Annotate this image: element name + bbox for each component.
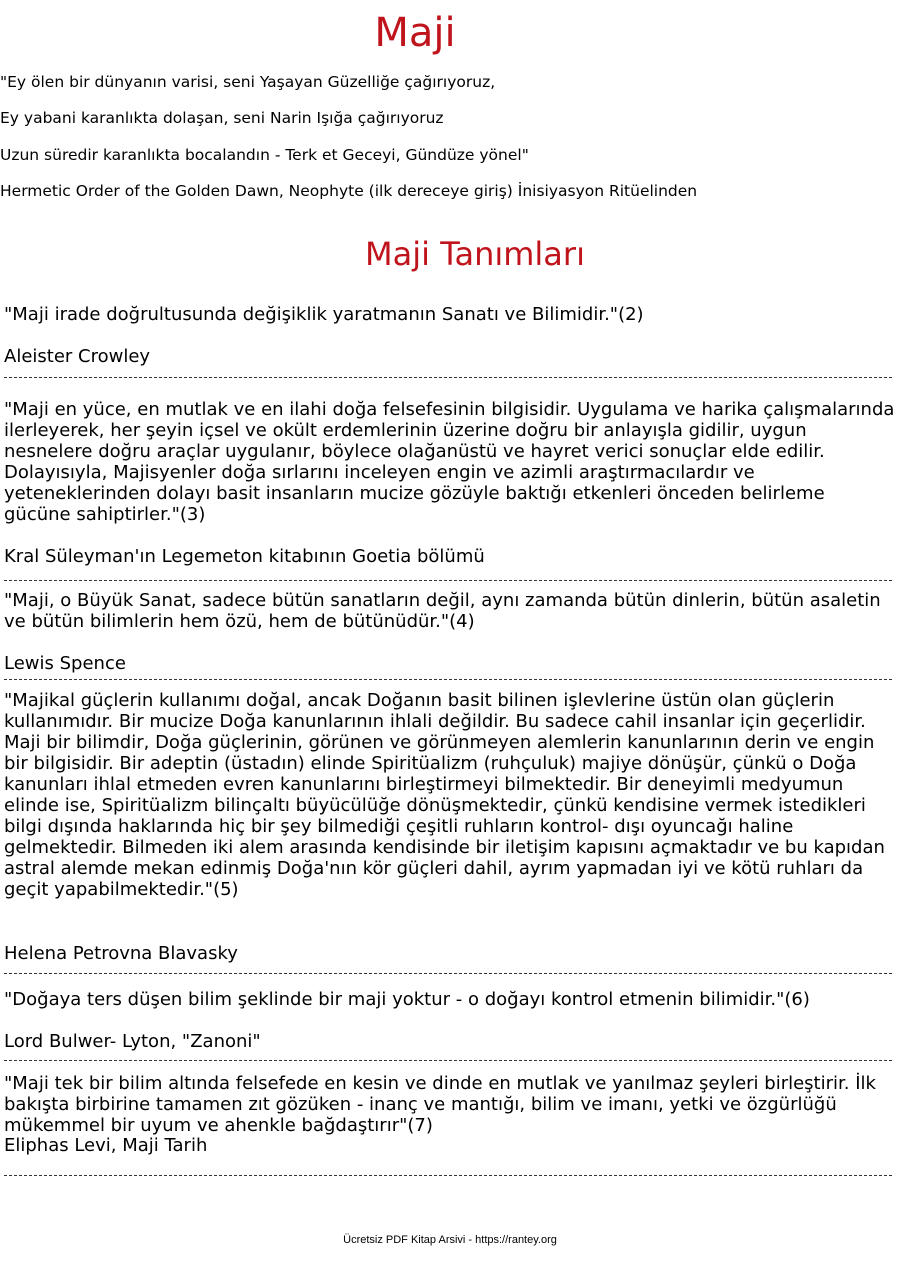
quote-divider-1 [4,377,892,378]
quote-divider-6 [4,1175,892,1176]
epigraph-line-3: Uzun süredir karanlıkta bocalandın - Terk et Geceyi, Gündüze yönel" [0,146,529,164]
quote-text-3: "Maji, o Büyük Sanat, sadece bütün sanatların değil, aynı zamanda bütün dinlerin, bütün asaletin ve bütün bilimlerin hem özü, hem de bütünüdür."(4) [4,590,881,632]
quote-author-4: Helena Petrovna Blavasky [4,943,238,964]
quote-text-6: "Maji tek bir bilim altında felsefede en kesin ve dinde en mutlak ve yanılmaz şeyleri birleştirir. İlk bakışta birbirine tamamen zıt gözüken - inanç ve mantığı, bilim ve imanı, yetki ve özgürlüğü mükemmel bir uyum ve ahenkle bağdaştırır"(7) [4,1073,876,1136]
quote-text-4: "Majikal güçlerin kullanımı doğal, ancak Doğanın basit bilinen işlevlerine üstün olan güçlerin kullanımıdır. Bir mucize Doğa kanunlarının ihlali değildir. Bu sadece cahil insanlar için geçerlidir. Maji bir bilimdir, Doğa güçlerinin, görünen ve görünmeyen alemlerin kanunlarının derin ve engin bir bilgisidir. Bir adeptin (üstadın) elinde Spiritüalizm (ruhçuluk) majiye dönüşür, çünkü o Doğa kanunları ihlal etmeden evren kanunlarını birleştirmeyi bilmektedir. Bir deneyimli medyumun elinde ise, Spiritüalizm bilinçaltı büyücülüğe dönüşmektedir, çünkü kendisine vermek istedikleri bilgi dışında haklarında hiç bir şey bilmediği çeşitli ruhların kontrol- dışı oyuncağı haline gelmektedir. Bilmeden iki alem arasında kendisinde bir iletişim kapısını açmaktadır ve bu kapıdan astral alemde mekan edinmiş Doğa'nın kör güçleri dahil, ayrım yapmadan iyi ve kötü ruhları da geçit yapabilmektedir."(5) [4,690,885,900]
epigraph-line-2: Ey yabani karanlıkta dolaşan, seni Narin Işığa çağırıyoruz [0,109,444,127]
quote-divider-2 [4,580,892,581]
quote-divider-4 [4,973,892,974]
footer-text: Ücretsiz PDF Kitap Arsivi - https://rantey.org [343,1234,557,1246]
quote-author-3: Lewis Spence [4,653,126,674]
epigraph-source: Hermetic Order of the Golden Dawn, Neophyte (ilk dereceye giriş) İnisiyasyon Ritüelinden [0,182,698,200]
quote-author-5: Lord Bulwer- Lyton, "Zanoni" [4,1031,261,1052]
quote-text-5: "Doğaya ters düşen bilim şeklinde bir maji yoktur - o doğayı kontrol etmenin bilimidir."(6) [4,989,810,1010]
quote-divider-3 [4,679,892,680]
quote-author-6: Eliphas Levi, Maji Tarih [4,1135,208,1156]
quote-text-2: "Maji en yüce, en mutlak ve en ilahi doğa felsefesinin bilgisidir. Uygulama ve harika çalışmalarında ilerleyerek, her şeyin içsel ve okült erdemlerinin üzerine doğru bir anlayışla gidilir, uygun nesnelere doğru araçlar uygulanır, böylece olağanüstü ve hayret verici sonuçlar elde edilir. Dolayısıyla, Majisyenler doğa sırlarını inceleyen engin ve azimli araştırmacılardır ve yeteneklerinden dolayı basit insanların mucize gözüyle baktığı etkenleri önceden belirleme gücüne sahiptirler."(3) [4,399,895,525]
page-title: Maji [374,10,456,56]
epigraph-line-1: "Ey ölen bir dünyanın varisi, seni Yaşayan Güzelliğe çağırıyoruz, [0,73,496,91]
quote-divider-5 [4,1060,892,1061]
quote-author-1: Aleister Crowley [4,346,151,367]
section-title: Maji Tanımları [365,235,585,273]
quote-author-2: Kral Süleyman'ın Legemeton kitabının Goetia bölümü [4,546,485,567]
quote-text-1: "Maji irade doğrultusunda değişiklik yaratmanın Sanatı ve Bilimidir."(2) [4,304,644,325]
